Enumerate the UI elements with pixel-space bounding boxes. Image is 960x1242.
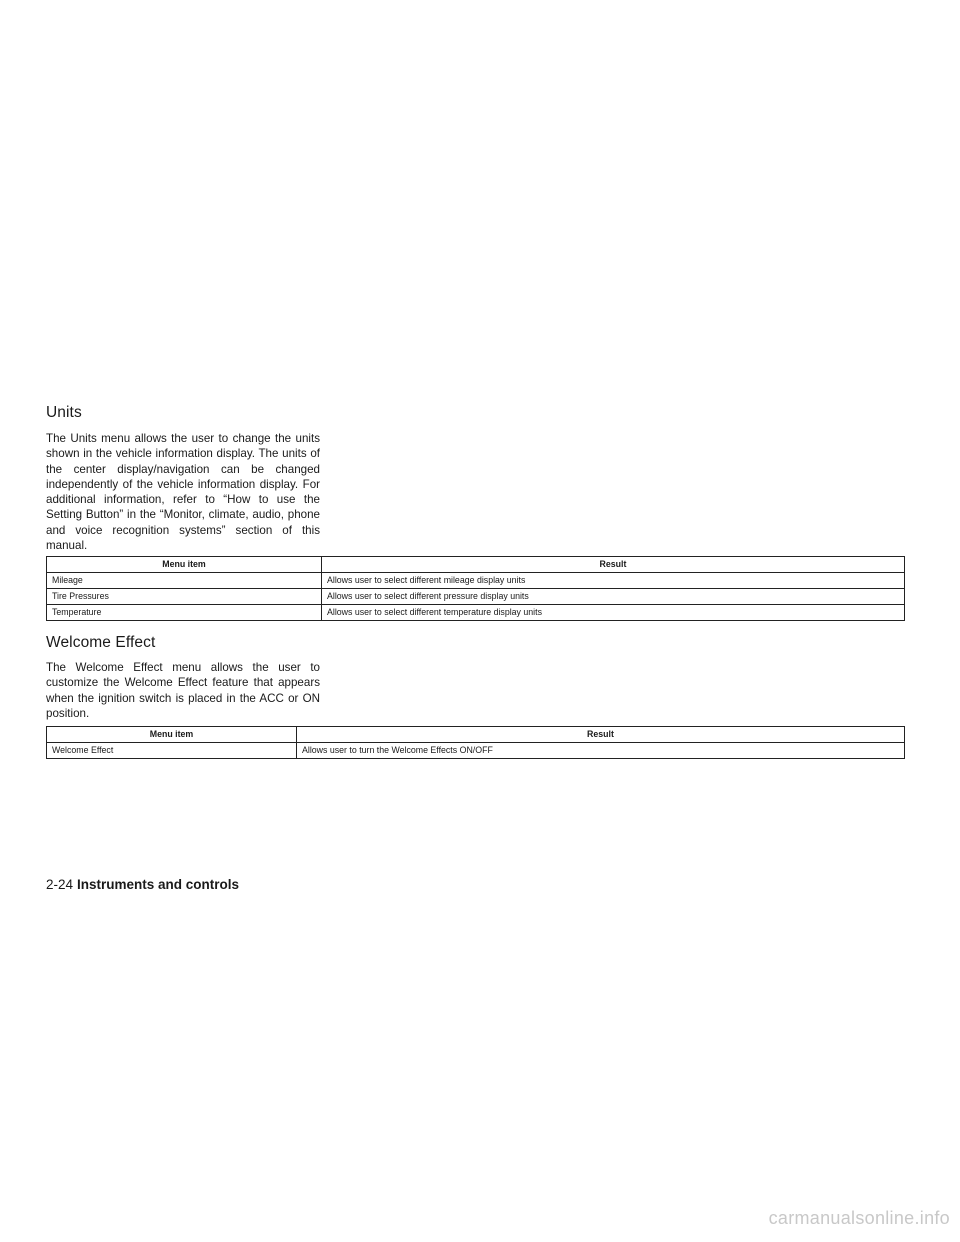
welcome-effect-heading: Welcome Effect <box>46 634 156 651</box>
watermark: carmanualsonline.info <box>768 1208 950 1228</box>
table-header-row <box>47 727 905 743</box>
page-footer <box>46 877 239 892</box>
result-cell: Allows user to select different pressure display units <box>322 589 905 605</box>
table-row <box>47 573 905 589</box>
table-header-row <box>47 557 905 573</box>
column-header-menu-item: Menu item <box>47 557 322 573</box>
column-header-menu-item: Menu item <box>47 727 297 743</box>
column-header-result: Result <box>297 727 905 743</box>
table-row <box>47 605 905 621</box>
welcome-effect-table <box>46 726 905 759</box>
table-row <box>47 743 905 759</box>
units-heading: Units <box>46 404 82 421</box>
result-cell: Allows user to select different mileage display units <box>322 573 905 589</box>
menu-item-cell: Welcome Effect <box>47 743 297 759</box>
chapter-title: Instruments and controls <box>77 877 240 892</box>
menu-item-cell: Temperature <box>47 605 322 621</box>
result-cell: Allows user to select different temperature display units <box>322 605 905 621</box>
welcome-effect-description: The Welcome Effect menu allows the user to customize the Welcome Effect feature that appears when the ignition switch is placed in the ACC or ON position. <box>46 661 320 720</box>
table-row <box>47 589 905 605</box>
menu-item-cell: Tire Pressures <box>47 589 322 605</box>
result-cell: Allows user to turn the Welcome Effects ON/OFF <box>297 743 905 759</box>
page-number: 2-24 <box>46 877 74 892</box>
units-table <box>46 556 905 621</box>
column-header-result: Result <box>322 557 905 573</box>
units-description: The Units menu allows the user to change the units shown in the vehicle information display. The units of the center display/navigation can be changed independently of the vehicle information display. For additional information, refer to “How to use the Setting Button” in the “Monitor, climate, audio, phone and voice recognition systems” section of this manual. <box>46 432 320 553</box>
menu-item-cell: Mileage <box>47 573 322 589</box>
